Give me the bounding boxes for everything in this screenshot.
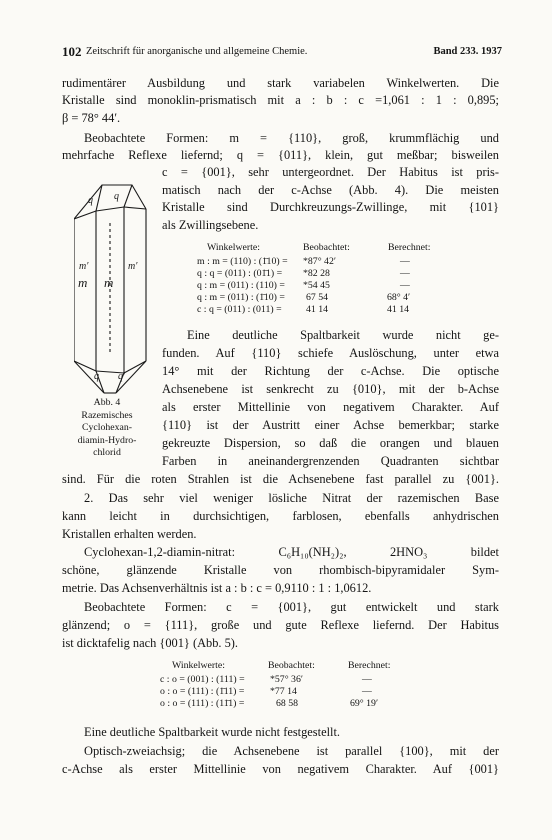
table-row-angle: q : q = (011) : (01̄1) =: [197, 268, 283, 279]
table-header-angles: Winkelwerte:: [172, 660, 225, 671]
table-row-calculated: —: [362, 686, 372, 697]
table-row-angle: q : m = (011) : (1̄10) =: [197, 292, 285, 303]
table-row-calculated: —: [400, 256, 410, 267]
text-line: mehrfache Reflexe liefernd; q = {011}, klein, gut meßbar; bisweilen: [62, 148, 499, 162]
text-line: sind. Für die roten Strahlen ist die Achsenebene fast parallel zu {001}.: [62, 472, 499, 486]
text-line: Farben in aneinandergrenzenden Quadranten sichtbar: [162, 454, 499, 468]
table-row-calculated: 41 14: [387, 304, 410, 315]
text-line: schöne, glänzende Kristalle von rhombisch-bipyramidaler Sym-: [62, 563, 499, 577]
text-line: {110} ist der Austritt einer Achse bemerkbar; starke: [162, 418, 499, 432]
figure-caption: [56, 397, 158, 460]
text-line: rudimentärer Ausbildung und stark variabelen Winkelwerten. Die: [62, 76, 499, 90]
text-line: Eine deutliche Spaltbarkeit wurde nicht festgestellt.: [84, 725, 340, 739]
text-line: Kristallen erhalten werden.: [62, 527, 197, 541]
table-row-angle: q : m = (011) : (110) =: [197, 280, 285, 291]
text-line: Cyclohexan-1,2-diamin-nitrat: C₆H₁₀(NH₂)₂, 2HNO₃ bildet: [84, 545, 499, 559]
figure-caption-line: Razemisches: [81, 409, 133, 421]
text-line: β = 78° 44′.: [62, 111, 121, 125]
text-line: c-Achse als erster Mittellinie von negativem Charakter. Auf {001}: [62, 762, 499, 776]
table-row-angle: c : o = (001) : (111) =: [160, 674, 245, 685]
table-row-calculated: 69° 19′: [350, 698, 379, 709]
text-line: kann leicht in durchsichtigen, farblosen, ebenfalls anhydrischen: [62, 509, 499, 523]
table-row-observed: *87° 42′: [303, 256, 337, 267]
figure-label: m: [78, 275, 88, 290]
table-header-calculated: Berechnet:: [388, 242, 431, 253]
table-row-observed: *77 14: [270, 686, 297, 697]
figure-caption-line: diamin-Hydro-: [77, 434, 137, 446]
table-row-observed: *57° 36′: [270, 674, 304, 685]
journal-title: Zeitschrift für anorganische und allgemeine Chemie.: [86, 46, 308, 57]
text-line: Kristalle sind Durchkreuzungs-Zwillinge, mit {101}: [162, 200, 499, 214]
crystal-figure: [74, 183, 160, 395]
table-row-observed: *54 45: [303, 280, 330, 291]
table-row-observed: 41 14: [306, 304, 329, 315]
table-row-angle: m : m = (110) : (1̄10) =: [197, 256, 288, 267]
text-line: Eine deutliche Spaltbarkeit wurde nicht ge-: [187, 328, 499, 342]
table-row-angle: o : o = (111) : (1̄11) =: [160, 686, 245, 697]
text-line: 2. Das sehr viel weniger lösliche Nitrat der razemischen Base: [84, 491, 499, 505]
text-line: c = {001}, sehr untergeordnet. Der Habitus ist pris-: [162, 165, 499, 179]
text-line: Optisch-zweiachsig; die Achsenebene ist parallel {100}, mit der: [84, 744, 499, 758]
figure-label: m′: [79, 261, 89, 272]
table-row-angle: c : q = (011) : (011) =: [197, 304, 282, 315]
text-line: als Zwillingsebene.: [162, 218, 259, 232]
text-line: ist dicktafelig nach {001} (Abb. 5).: [62, 636, 239, 650]
text-line: metrie. Das Achsenverhältnis ist a : b : c = 0,9110 : 1 : 1,0612.: [62, 581, 372, 595]
text-line: Beobachtete Formen: c = {001}, gut entwickelt und stark: [84, 600, 499, 614]
figure-label: q: [114, 191, 119, 202]
table-header-calculated: Berechnet:: [348, 660, 391, 671]
figure-label: q′: [118, 371, 126, 382]
table-header-observed: Beobachtet:: [303, 242, 350, 253]
page-number: 102: [62, 44, 82, 59]
text-line: 14° mit der Richtung der c-Achse. Die optische: [162, 364, 499, 378]
text-line: matisch nach der c-Achse (Abb. 4). Die meisten: [162, 183, 499, 197]
table-row-calculated: —: [400, 280, 410, 291]
figure-label: q: [88, 195, 93, 206]
table-row-calculated: —: [362, 674, 372, 685]
table-row-calculated: —: [400, 268, 410, 279]
figure-label: m′: [128, 261, 138, 272]
text-line: Kristalle sind monoklin-prismatisch mit a : b : c =1,061 : 1 : 0,895;: [62, 93, 499, 107]
figure-label: m: [104, 275, 114, 290]
table-header-angles: Winkelwerte:: [207, 242, 260, 253]
text-line: Beobachtete Formen: m = {110}, groß, krummflächig und: [84, 131, 499, 145]
figure-label: q: [94, 371, 99, 382]
text-line: Achsenebene ist senkrecht zu {010}, mit der b-Achse: [162, 382, 499, 396]
table-header-observed: Beobachtet:: [268, 660, 315, 671]
text-line: gekreuzte Dispersion, so daß die orangen und blauen: [162, 436, 499, 450]
table-row-angle: o : o = (111) : (11̄1) =: [160, 698, 245, 709]
figure-caption-line: chlorid: [93, 447, 121, 458]
text-line: funden. Auf {110} schiefe Auslöschung, unter etwa: [162, 346, 499, 360]
volume-info: Band 233. 1937: [433, 46, 502, 57]
table-row-calculated: 68° 4′: [387, 292, 411, 303]
figure-caption-title: Abb. 4: [93, 397, 121, 408]
table-row-observed: 68 58: [276, 698, 299, 709]
text-line: als erster Mittellinie von negativem Charakter. Auf: [162, 400, 499, 414]
figure-caption-line: Cyclohexan-: [81, 422, 133, 433]
text-line: glänzend; o = {111}, große und gute Reflexe liefernd. Der Habitus: [62, 618, 499, 632]
running-header: [62, 44, 502, 60]
table-row-observed: 67 54: [306, 292, 329, 303]
table-row-observed: *82 28: [303, 268, 330, 279]
